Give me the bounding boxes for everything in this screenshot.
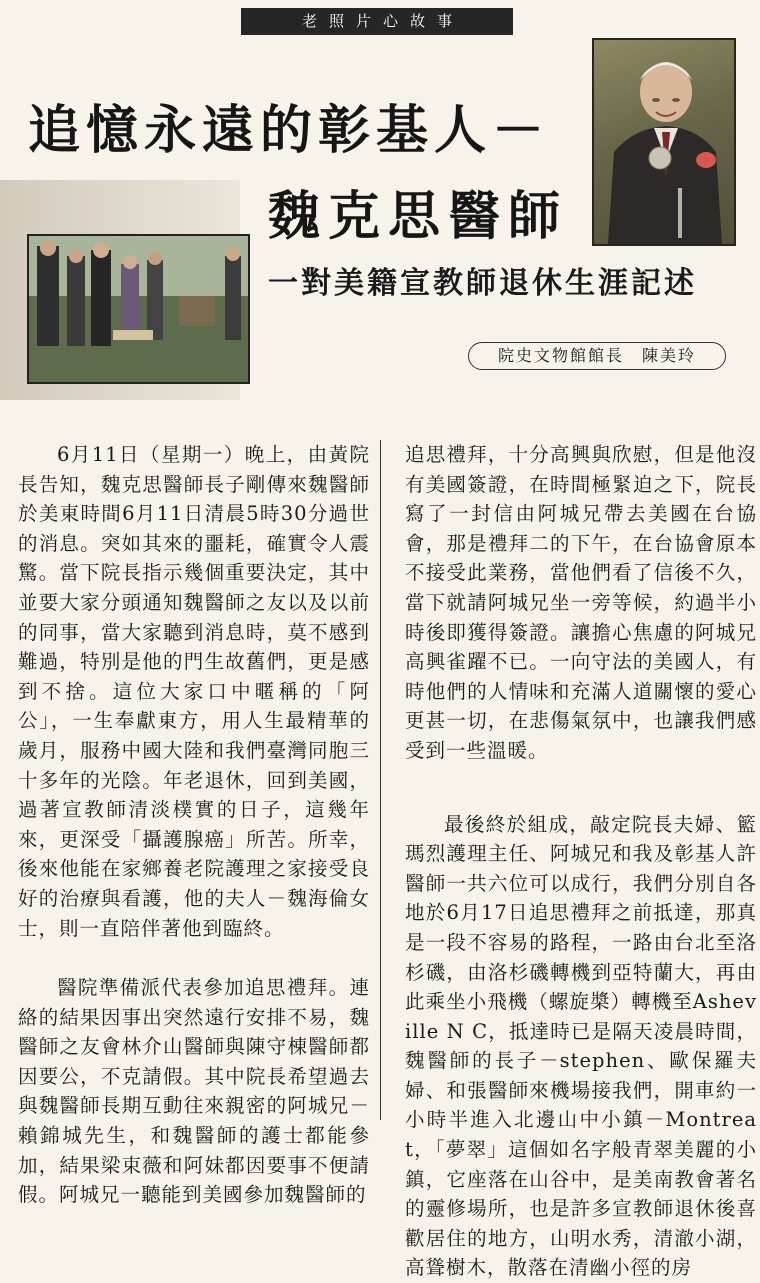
paragraph: 醫院準備派代表參加追思禮拜。連絡的結果因事出突然遠行安排不易，魏醫師之友會林介山醫師與陳守棟醫師都因要公，不克請假。其中院長希望過去與魏醫師長期互動往來親密的阿城兄－賴錦城先生，和魏醫師的護士都能參加，結果梁束薇和阿妹都因要事不便請假。阿城兄一聽能到美國參加魏醫師的: [18, 976, 370, 1207]
article-column-left: [18, 440, 370, 1210]
group-photo: [27, 234, 250, 384]
paragraph: 追思禮拜，十分高興與欣慰，但是他沒有美國簽證，在時間極緊迫之下，院長寫了一封信由阿城兄帶去美國在台協會，那是禮拜二的下午，在台協會原本不接受此業務，當他們看了信後不久，當下就請阿城兄坐一旁等候，約過半小時後即獲得簽證。讓擔心焦慮的阿城兄高興雀躍不已。一向守法的美國人，有時他們的人情味和充滿人道關懷的愛心更甚一切，在悲傷氣氛中，也讓我們感受到一些溫暖。: [405, 443, 757, 762]
column-divider: [380, 440, 381, 1120]
group-photo-illustration: [29, 236, 248, 382]
section-banner: 老照片心故事: [241, 8, 513, 35]
author-byline: 院史文物館館長 陳美玲: [468, 342, 726, 370]
paragraph: 最後終於組成，敲定院長夫婦、籃瑪烈護理主任、阿城兄和我及彰基人許醫師一共六位可以成行，我們分別自各地於6月17日追思禮拜之前抵達，那真是一段不容易的路程，一路由台北至洛杉磯，由洛杉磯轉機到亞特蘭大，再由此乘坐小飛機（螺旋槳）轉機至Asheville N C，抵達時已是隔天凌晨時間，魏醫師的長子－stephen、歐保羅夫婦、和張醫師來機場接我們，開車約一小時半進入北邊山中小鎮－Montreat，「夢翠」這個如名字般青翠美麗的小鎮，它座落在山谷中，是美南教會著名的靈修場所，也是許多宣教師退休後喜歡居住的地方，山明水秀，清澈小湖，高聳樹木，散落在清幽小徑的房: [405, 812, 757, 1280]
paragraph: 6月11日（星期一）晚上，由黃院長告知，魏克思醫師長子剛傳來魏醫師於美東時間6月11日清晨5時30分過世的消息。突如其來的噩耗，確實令人震驚。當下院長指示幾個重要決定，其中並要大家分頭通知魏醫師之友以及以前的同事，當大家聽到消息時，莫不感到難過，特別是他的門生故舊們，更是感到不捨。這位大家口中暱稱的「阿公」，一生奉獻東方，用人生最精華的歲月，服務中國大陸和我們臺灣同胞三十多年的光陰。年老退休，回到美國，過著宣教師清淡樸實的日子，這幾年來，更深受「攝護腺癌」所苦。所幸，後來他能在家鄉養老院護理之家接受良好的治療與看護，他的夫人－魏海倫女士，則一直陪伴著他到臨終。: [18, 443, 370, 940]
article-subtitle: 一對美籍宣教師退休生涯記述: [268, 266, 697, 301]
portrait-photo: [592, 38, 736, 246]
article-column-right: [405, 440, 757, 1283]
article-title-line2: 魏克思醫師: [268, 187, 569, 247]
portrait-illustration: [594, 40, 734, 244]
article-title-line1: 追憶永遠的彰基人－: [28, 101, 551, 161]
